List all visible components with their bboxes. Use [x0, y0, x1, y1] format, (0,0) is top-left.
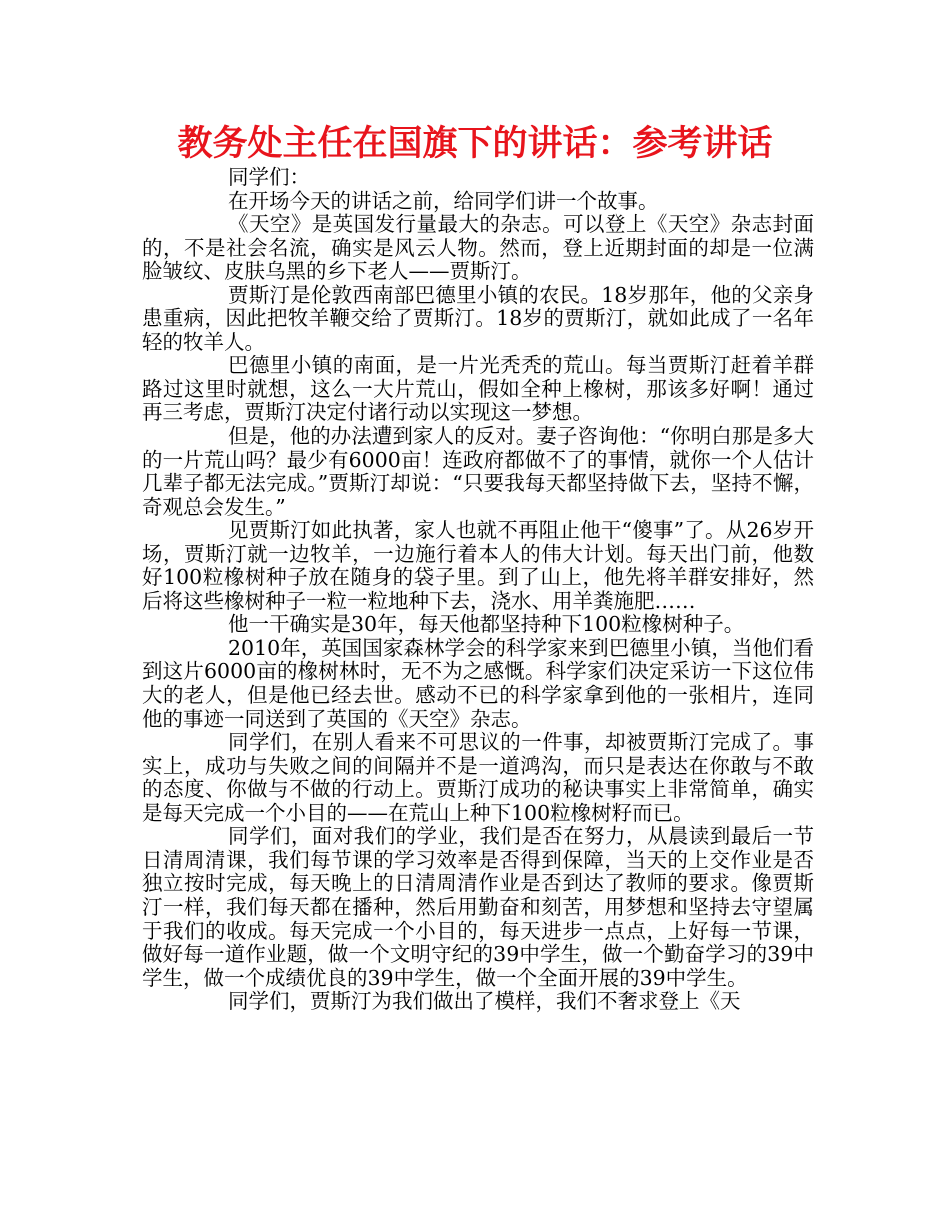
paragraph-3: 贾斯汀是伦敦西南部巴德里小镇的农民。18岁那年，他的父亲身患重病，因此把牧羊鞭交给了贾斯汀。18岁的贾斯汀，就如此成了一名年轻的牧羊人。 [142, 282, 814, 354]
paragraph-2: 《天空》是英国发行量最大的杂志。可以登上《天空》杂志封面的，不是社会名流，确实是风云人物。然而，登上近期封面的却是一位满脸皱纹、皮肤乌黑的乡下老人——贾斯汀。 [142, 212, 814, 284]
document-title: 教务处主任在国旗下的讲话：参考讲话 [177, 124, 773, 164]
document-body [142, 166, 814, 1014]
paragraph-7: 他一干确实是30年，每天他都坚持种下100粒橡树种子。 [228, 612, 745, 637]
paragraph-1: 在开场今天的讲话之前，给同学们讲一个故事。 [228, 188, 659, 213]
paragraph-10: 同学们，面对我们的学业，我们是否在努力，从晨读到最后一节日清周清课，我们每节课的学习效率是否得到保障，当天的上交作业是否独立按时完成，每天晚上的日清周清作业是否到达了教师的要求。像贾斯汀一样，我们每天都在播种，然后用勤奋和刻苦，用梦想和坚持去守望属于我们的收成。每天完成一个小目的，每天进步一点点，上好每一节课，做好每一道作业题，做一个文明守纪的39中学生，做一个勤奋学习的39中学生，做一个成绩优良的39中学生，做一个全面开展的39中学生。 [142, 824, 814, 990]
paragraph-6: 见贾斯汀如此执著，家人也就不再阻止他干“傻事”了。从26岁开场，贾斯汀就一边牧羊，一边施行着本人的伟大计划。每天出门前，他数好100粒橡树种子放在随身的袋子里。到了山上，他先将羊群安排好，然后将这些橡树种子一粒一粒地种下去，浇水、用羊粪施肥…… [142, 518, 814, 613]
paragraph-11: 同学们，贾斯汀为我们做出了模样，我们不奢求登上《天 [228, 989, 741, 1014]
paragraph-9: 同学们，在别人看来不可思议的一件事，却被贾斯汀完成了。事实上，成功与失败之间的间隔并不是一道鸿沟，而只是表达在你敢与不敢的态度、你做与不做的行动上。贾斯汀成功的秘诀事实上非常简单，确实是每天完成一个小目的——在荒山上种下100粒橡树籽而已。 [142, 730, 814, 825]
paragraph-5: 但是，他的办法遭到家人的反对。妻子咨询他：“你明白那是多大的一片荒山吗？最少有6000亩！连政府都做不了的事情，就你一个人估计几辈子都无法完成。”贾斯汀却说：“只要我每天都坚持做下去，坚持不懈，奇观总会发生。” [142, 424, 814, 519]
paragraph-8: 2010年，英国国家森林学会的科学家来到巴德里小镇，当他们看到这片6000亩的橡树林时，无不为之感慨。科学家们决定采访一下这位伟大的老人，但是他已经去世。感动不已的科学家拿到他的一张相片，连同他的事迹一同送到了英国的《天空》杂志。 [142, 635, 814, 731]
paragraph-4: 巴德里小镇的南面，是一片光秃秃的荒山。每当贾斯汀赶着羊群路过这里时就想，这么一大片荒山，假如全种上橡树，那该多好啊！通过再三考虑，贾斯汀决定付诸行动以实现这一梦想。 [142, 353, 814, 425]
paragraph-greeting: 同学们： [228, 165, 310, 189]
